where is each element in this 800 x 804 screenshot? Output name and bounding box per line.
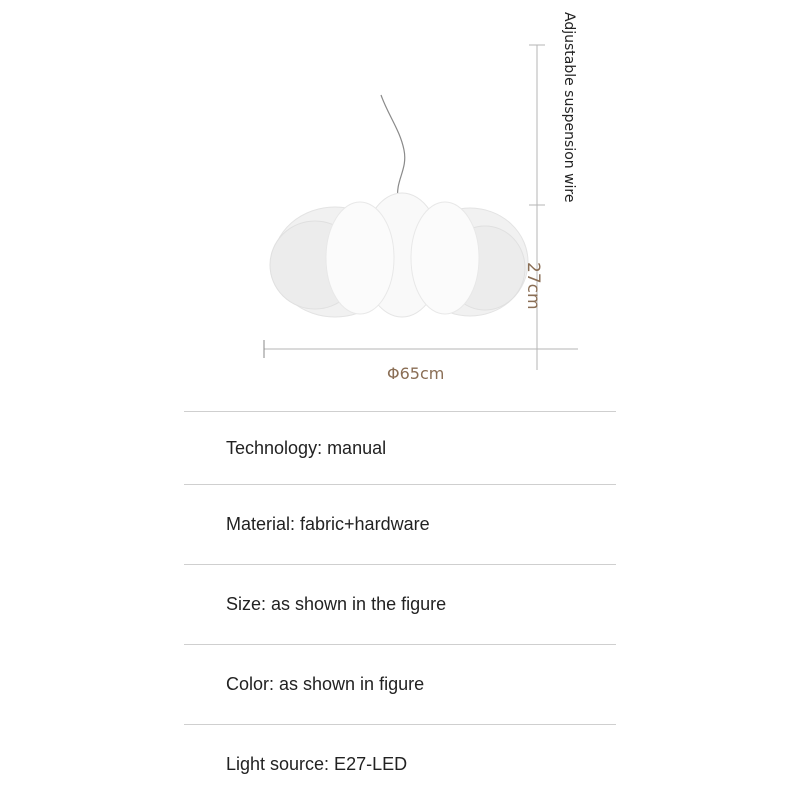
spec-row-size xyxy=(184,564,616,644)
spec-text: Light source: E27-LED xyxy=(226,754,408,774)
suspension-wire xyxy=(381,95,405,200)
spec-row-light-source xyxy=(184,724,616,804)
height-label: 27cm xyxy=(523,262,543,310)
spec-row-material xyxy=(184,484,616,564)
lamp-shade-icon xyxy=(270,193,528,317)
lamp-diagram xyxy=(0,0,800,400)
spec-text: Color: as shown in figure xyxy=(226,674,425,694)
wire-label: Adjustable suspension wire xyxy=(561,12,577,203)
spec-text: Material: fabric+hardware xyxy=(226,514,430,534)
width-label: Φ65cm xyxy=(387,364,445,383)
spec-list xyxy=(184,411,616,804)
product-figure xyxy=(0,0,800,400)
spec-text: Technology: manual xyxy=(226,437,387,458)
spec-row-color xyxy=(184,644,616,724)
spec-text: Size: as shown in the figure xyxy=(226,594,447,614)
spec-row-technology xyxy=(184,411,616,484)
